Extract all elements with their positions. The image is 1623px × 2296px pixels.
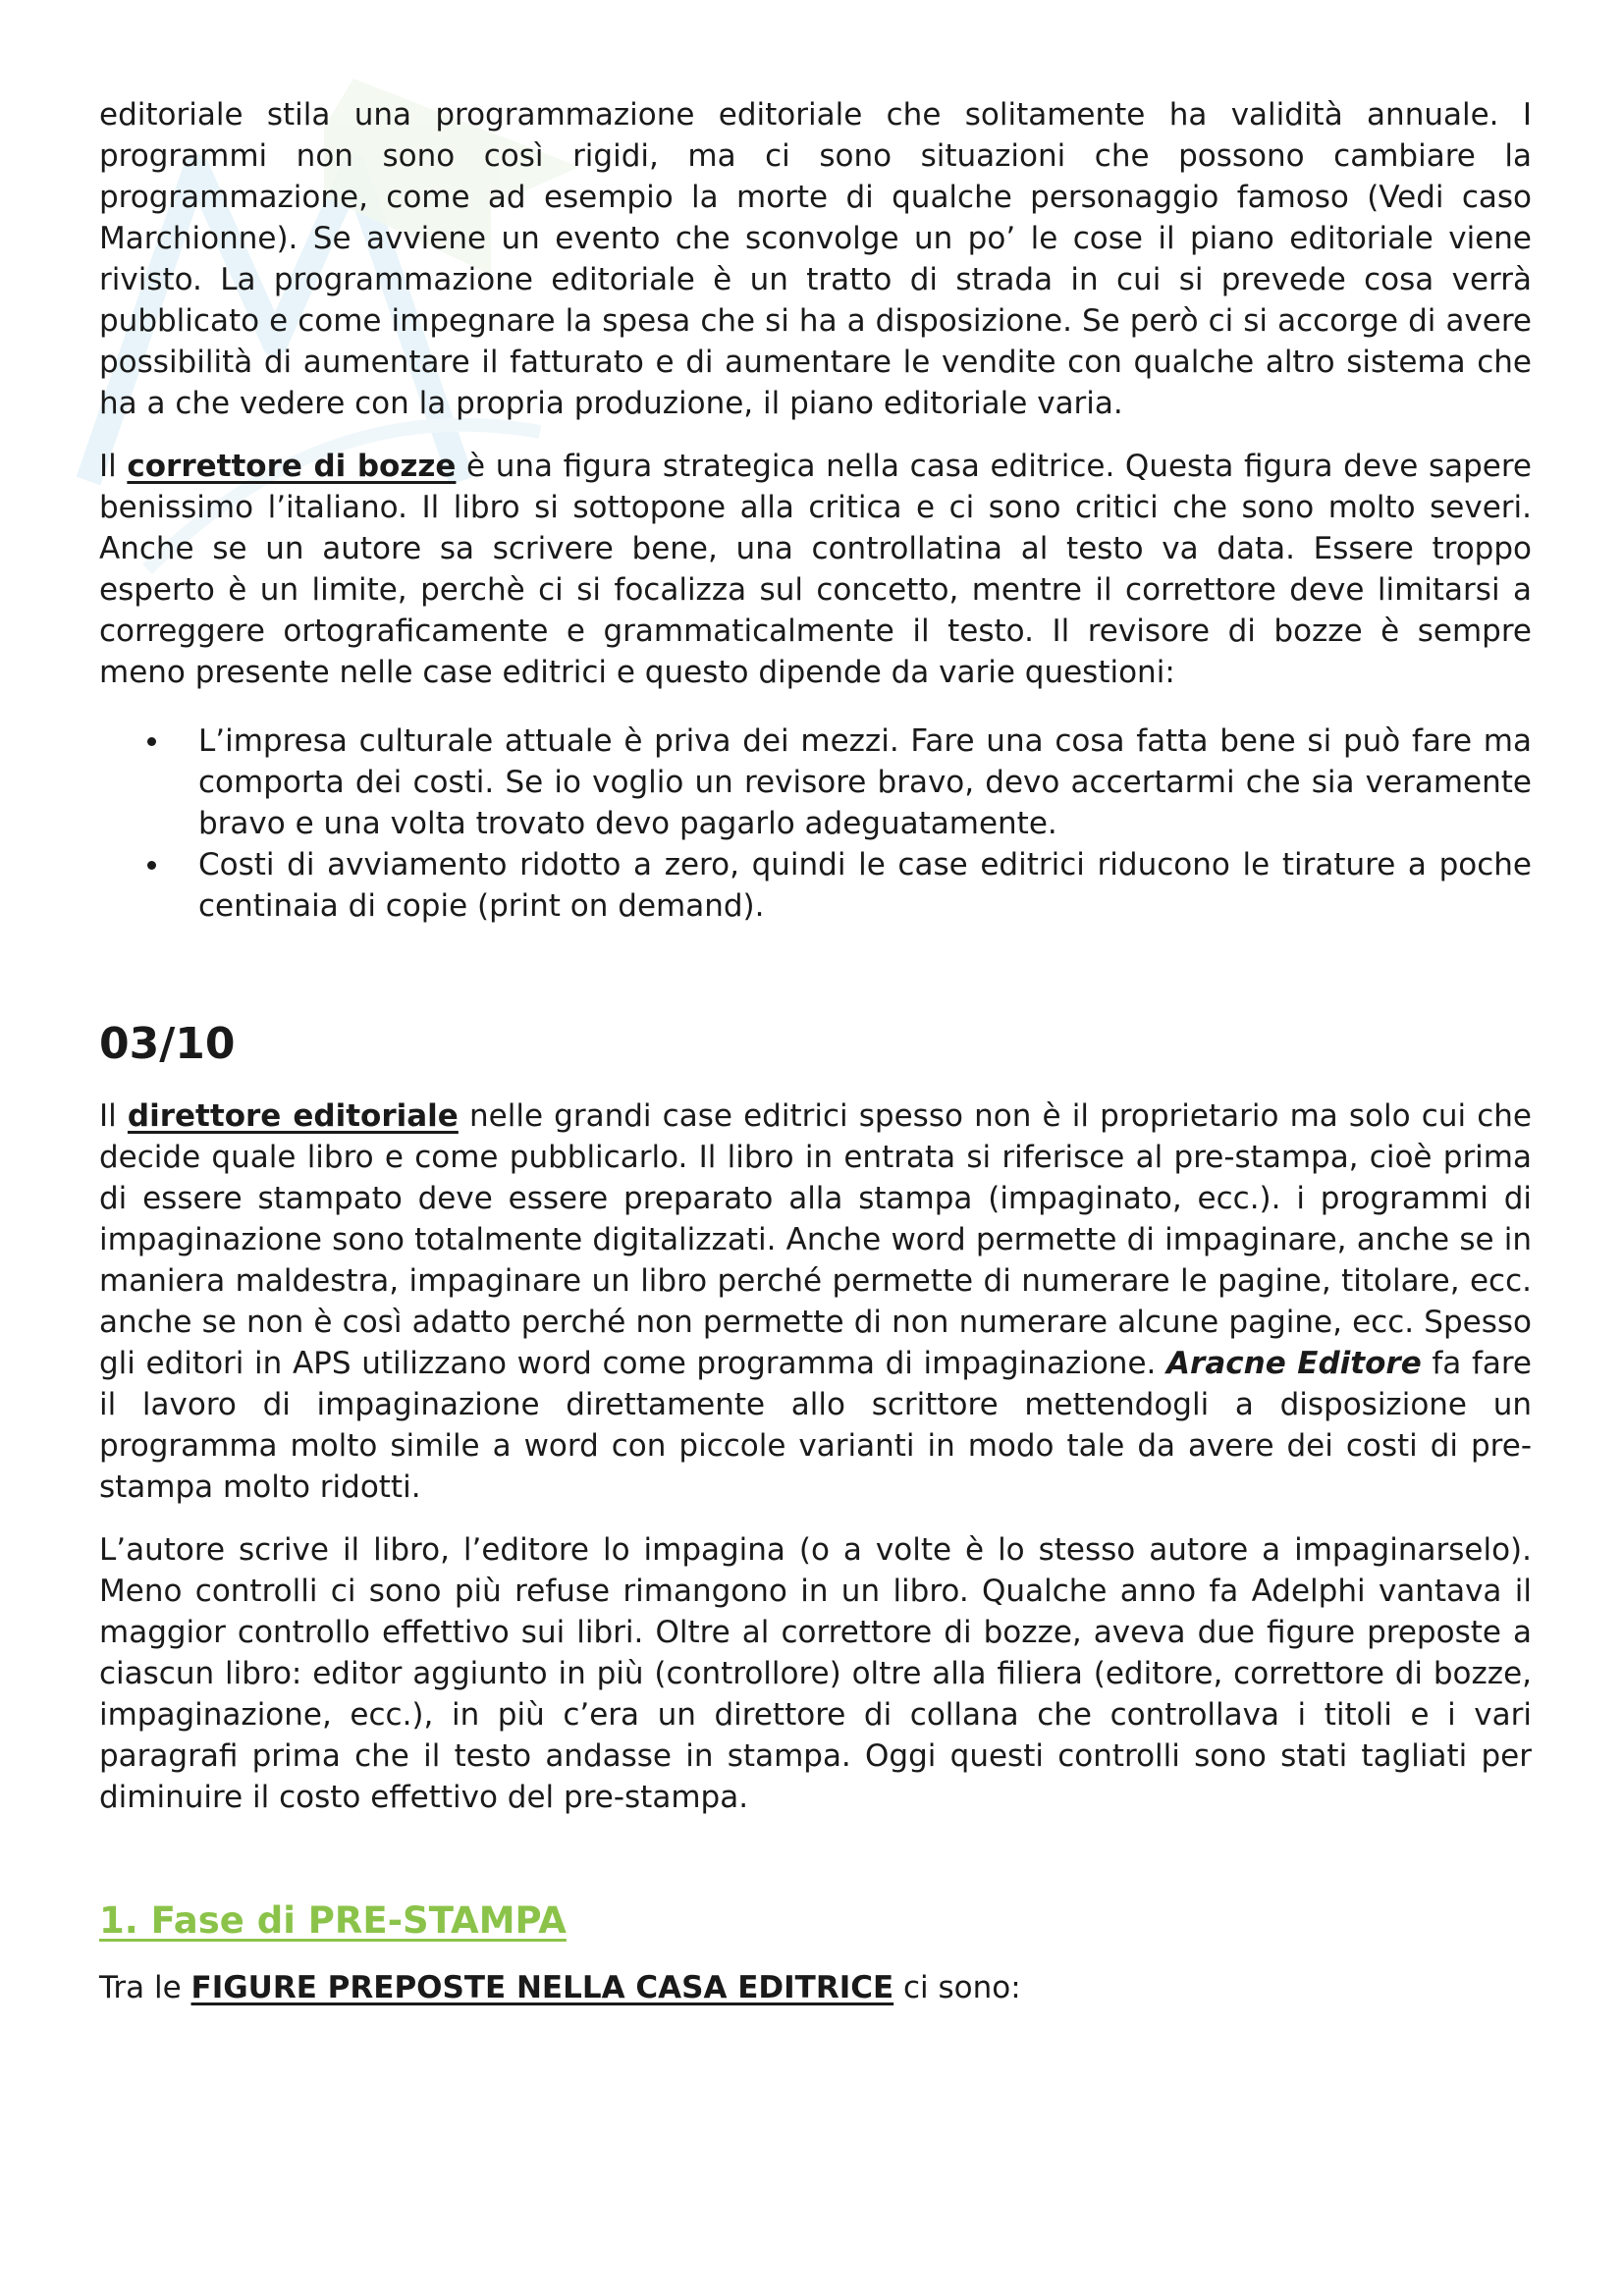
paragraph-lead: Il <box>99 449 128 484</box>
list-item <box>99 721 1532 844</box>
term-figures: FIGURE PREPOSTE NELLA CASA EDITRICE <box>190 1970 894 2005</box>
paragraph-lead: Tra le <box>99 1970 191 2005</box>
date-heading: 03/10 <box>99 1019 236 1069</box>
document-page <box>99 94 1532 2008</box>
paragraph-proofreader <box>99 446 1532 693</box>
list-item <box>99 844 1532 927</box>
bullet-icon <box>147 737 156 746</box>
paragraph-author-controls: L’autore scrive il libro, l’editore lo impagina (o a volte è lo stesso autore a impaginarselo). Meno controlli ci sono più refuse rimangono in un libro. Qualche anno fa Adelphi vantava il maggior controllo effettivo sui libri. Oltre al correttore di bozze, aveva due figure preposte a ciascun libro: editor aggiunto in più (controllore) oltre alla filiera (editore, correttore di bozze, impaginazione, ecc.), in più c’era un direttore di collana che controllava i titoli e i vari paragrafi prima che il testo andasse in stampa. Oggi questi controlli sono stati tagliati per diminuire il costo effettivo del pre-stampa. <box>99 1532 1532 1815</box>
list-item-text: L’impresa culturale attuale è priva dei mezzi. Fare una cosa fatta bene si può fare ma comporta dei costi. Se io voglio un revisore bravo, devo accertarmi che sia veramente bravo e una volta trovato devo pagarlo adeguatamente. <box>198 723 1532 841</box>
paragraph-body: è una figura strategica nella casa editrice. Questa figura deve sapere benissimo l’italiano. Il libro si sottopone alla critica e ci sono critici che sono molto severi. Anche se un autore sa scrivere bene, una controllatina al testo va data. Essere troppo esperto è un limite, perchè ci si focalizza sul concetto, mentre il correttore deve limitarsi a correggere ortograficamente e grammaticalmente il testo. Il revisore di bozze è sempre meno presente nelle case editrici e questo dipende da varie questioni: <box>99 449 1532 690</box>
term-proofreader: correttore di bozze <box>127 449 457 484</box>
term-editorial-director: direttore editoriale <box>127 1098 459 1134</box>
paragraph-lead: Il <box>99 1098 128 1134</box>
paragraph-body: ci sono: <box>893 1970 1021 2005</box>
list-item-text: Costi di avviamento ridotto a zero, quindi le case editrici riducono le tirature a poche centinaia di copie (print on demand). <box>198 847 1532 924</box>
paragraph-figures-intro <box>99 1967 1532 2008</box>
publisher-name: Aracne Editore <box>1166 1346 1422 1381</box>
paragraph-editorial-director <box>99 1095 1532 1508</box>
paragraph-body-end: fa fare il lavoro di impaginazione direttamente allo scrittore mettendogli a disposizione un programma molto simile a word con piccole varianti in modo tale da avere dei costi di pre-stampa molto ridotti. <box>99 1346 1532 1505</box>
bullet-icon <box>147 861 156 870</box>
paragraph-body: nelle grandi case editrici spesso non è il proprietario ma solo cui che decide quale libro e come pubblicarlo. Il libro in entrata si riferisce al pre-stampa, cioè prima di essere stampato deve essere preparato alla stampa (impaginato, ecc.). i programmi di impaginazione sono totalmente digitalizzati. Anche word permette di impaginare, anche se in maniera maldestra, impaginare un libro perché permette di numerare le pagine, titolare, ecc. anche se non è così adatto perché non permette di non numerare alcune pagine, ecc. Spesso gli editori in APS utilizzano word come programma di impaginazione. <box>99 1098 1532 1381</box>
phase-heading: 1. Fase di PRE-STAMPA <box>99 1899 567 1942</box>
bullet-list <box>99 721 1532 927</box>
paragraph-editorial-plan: editoriale stila una programmazione editoriale che solitamente ha validità annuale. I programmi non sono così rigidi, ma ci sono situazioni che possono cambiare la programmazione, come ad esempio la morte di qualche personaggio famoso (Vedi caso Marchionne). Se avviene un evento che sconvolge un po’ le cose il piano editoriale viene rivisto. La programmazione editoriale è un tratto di strada in cui si prevede cosa verrà pubblicato e come impegnare la spesa che si ha a disposizione. Se però ci si accorge di avere possibilità di aumentare il fatturato e di aumentare le vendite con qualche altro sistema che ha a che vedere con la propria produzione, il piano editoriale varia. <box>99 97 1532 421</box>
